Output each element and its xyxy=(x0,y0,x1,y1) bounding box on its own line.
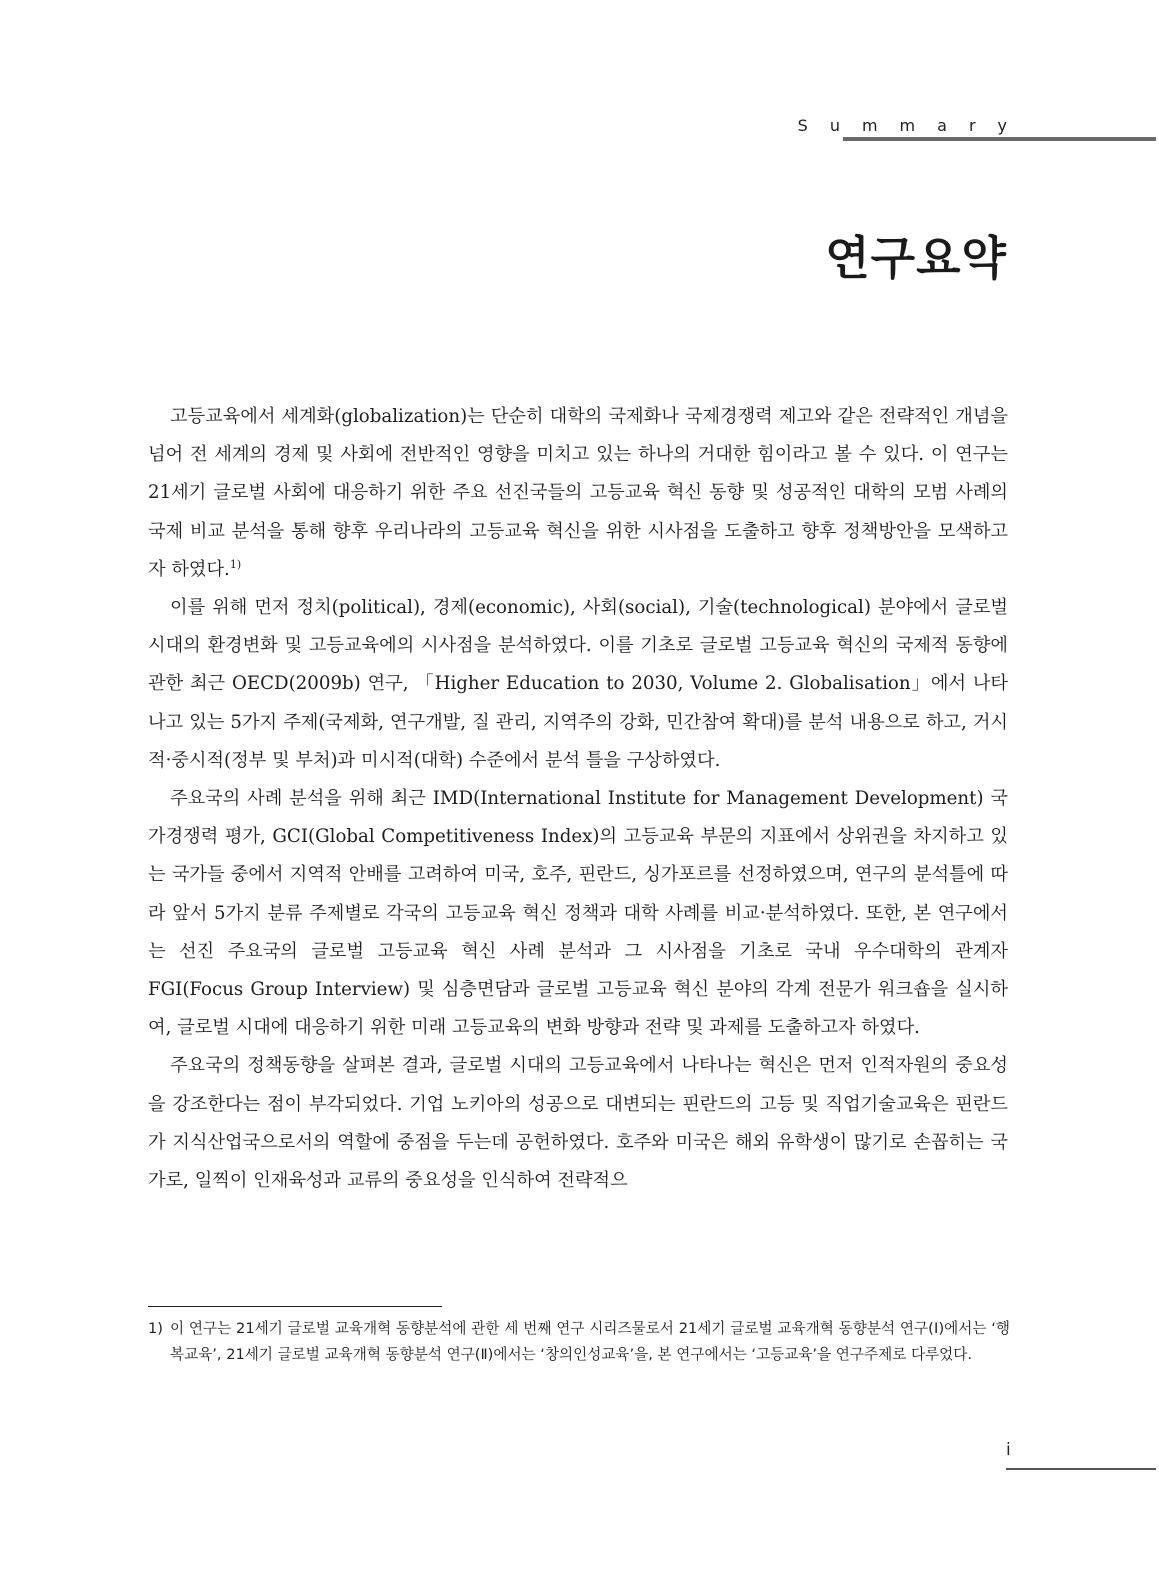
paragraph-1 xyxy=(148,398,1008,589)
running-head: Summary xyxy=(797,116,1029,135)
footnote-rule xyxy=(148,1306,442,1307)
footnote-marker: 1) xyxy=(148,1320,163,1337)
body-text xyxy=(148,398,1008,1200)
footnote-reference[interactable]: 1) xyxy=(229,557,242,571)
running-head-rule xyxy=(843,137,1156,141)
paragraph-2: 이를 위해 먼저 정치(political), 경제(economic), 사회(social), 기술(technological) 분야에서 글로벌 시대의 환경변화 및 고등교육에의 시사점을 분석하였다. 이를 기초로 글로벌 고등교육 혁신의 국제적 동향에 관한 최근 OECD(2009b) 연구, 「Higher Education to 2030, Volume 2. Globalisation」에서 나타나고 있는 5가지 주제(국제화, 연구개발, 질 관리, 지역주의 강화, 민간참여 확대)를 분석 내용으로 하고, 거시적·중시적(정부 및 부처)과 미시적(대학) 수준에서 분석 틀을 구상하였다. xyxy=(148,597,1008,771)
footnote xyxy=(148,1316,1010,1368)
page-number-rule xyxy=(1006,1468,1156,1470)
footnote-text: 이 연구는 21세기 글로벌 교육개혁 동향분석에 관한 세 번째 연구 시리즈물로서 21세기 글로벌 교육개혁 동향분석 연구(Ⅰ)에서는 ‘행복교육’, 21세기 글로벌 교육개혁 동향분석 연구(Ⅱ)에서는 ‘창의인성교육’을, 본 연구에서는 ‘고등교육’을 연구주제로 다루었다. xyxy=(170,1320,1010,1363)
page-number: i xyxy=(1006,1440,1011,1460)
paragraph-3: 주요국의 사례 분석을 위해 최근 IMD(International Institute for Management Development) 국가경쟁력 평가, GCI(Global Competitiveness Index)의 고등교육 부문의 지표에서 상위권을 차지하고 있는 국가들 중에서 지역적 안배를 고려하여 미국, 호주, 핀란드, 싱가포르를 선정하였으며, 연구의 분석틀에 따라 앞서 5가지 분류 주제별로 각국의 고등교육 혁신 정책과 대학 사례를 비교·분석하였다. 또한, 본 연구에서는 선진 주요국의 글로벌 고등교육 혁신 사례 분석과 그 시사점을 기초로 국내 우수대학의 관계자 FGI(Focus Group Interview) 및 심층면담과 글로벌 고등교육 혁신 분야의 각계 전문가 워크숍을 실시하여, 글로벌 시대에 대응하기 위한 미래 고등교육의 변화 방향과 전략 및 과제를 도출하고자 하였다. xyxy=(148,788,1008,1039)
paragraph-1-text: 고등교육에서 세계화(globalization)는 단순히 대학의 국제화나 국제경쟁력 제고와 같은 전략적인 개념을 넘어 전 세계의 경제 및 사회에 전반적인 영향을 미치고 있는 하나의 거대한 힘이라고 볼 수 있다. 이 연구는 21세기 글로벌 사회에 대응하기 위한 주요 선진국들의 고등교육 혁신 동향 및 성공적인 대학의 모범 사례의 국제 비교 분석을 통해 향후 우리나라의 고등교육 혁신을 위한 시사점을 도출하고 향후 정책방안을 모색하고자 하였다. xyxy=(148,406,1008,580)
page-title: 연구요약 xyxy=(825,231,1007,285)
paragraph-4: 주요국의 정책동향을 살펴본 결과, 글로벌 시대의 고등교육에서 나타나는 혁신은 먼저 인적자원의 중요성을 강조한다는 점이 부각되었다. 기업 노키아의 성공으로 대변되는 핀란드의 고등 및 직업기술교육은 핀란드가 지식산업국으로서의 역할에 중점을 두는데 공헌하였다. 호주와 미국은 해외 유학생이 많기로 손꼽히는 국가로, 일찍이 인재육성과 교류의 중요성을 인식하여 전략적으 xyxy=(148,1055,1008,1192)
